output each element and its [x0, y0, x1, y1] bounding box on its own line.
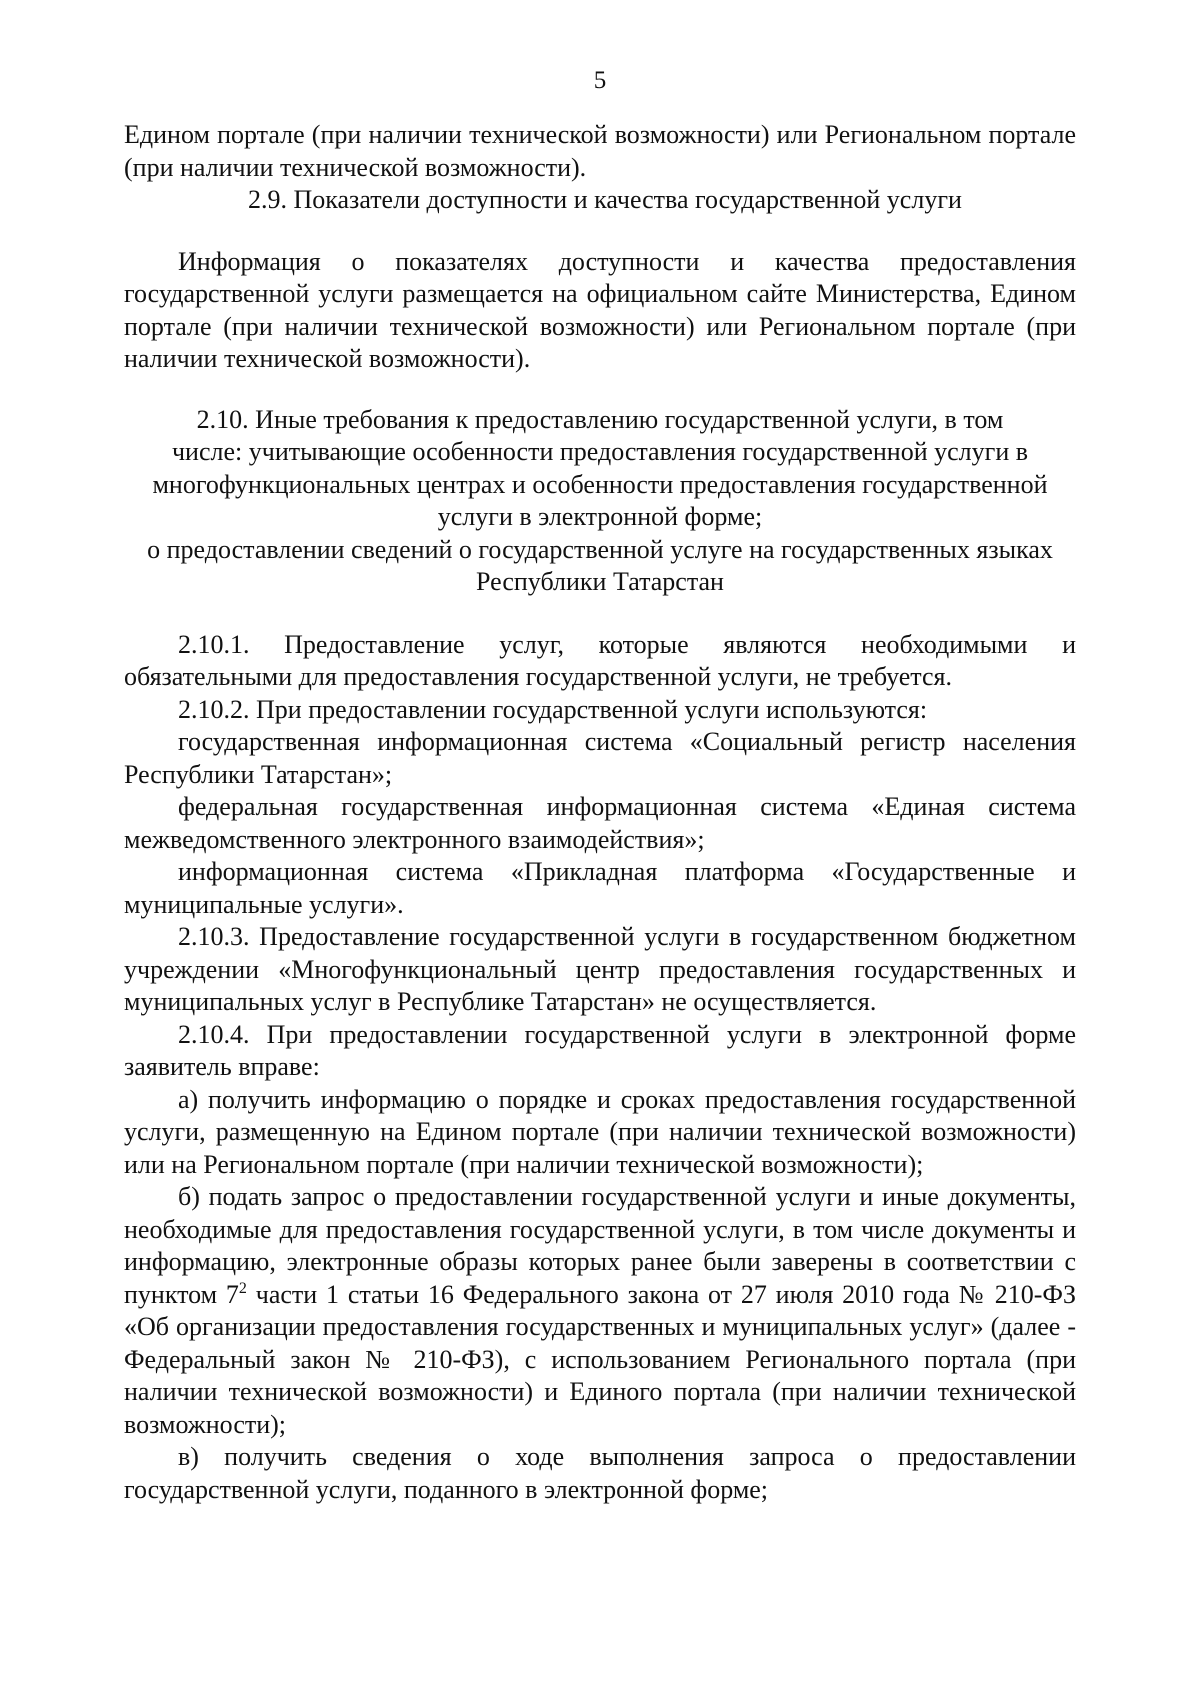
heading-line: услуги в электронной форме;: [437, 502, 763, 531]
paragraph-2-10-2: 2.10.2. При предоставлении государственной услуги используются:: [178, 694, 928, 724]
paragraph-item-v: в) получить сведения о ходе выполнения запроса о предоставлении государственной услуги, поданного в электронной форме;: [124, 1442, 1076, 1504]
heading-line: 2.10. Иные требования к предоставлению государственной услуги, в том: [196, 404, 1004, 434]
section-heading-2-9: 2.9. Показатели доступности и качества государственной услуги: [248, 185, 962, 214]
heading-line: многофункциональных центрах и особенности предоставления государственной: [152, 469, 1048, 499]
paragraph-2-10-1: 2.10.1. Предоставление услуг, которые являются необходимыми и обязательными для предоставления государственной услуги, не требуется.: [124, 629, 1076, 691]
item-b-text-start: б) подать запрос о предоставлении государственной услуги и иные документы, необходимые для предоставления государственной услуги, в том числе документы и информацию, электронные образы которых ранее были заверены в соответствии с пунктом 7: [124, 1182, 1076, 1309]
paragraph-system-smev: федеральная государственная информационная система «Единая система межведомственного электронного взаимодействия»;: [124, 792, 1076, 854]
heading-line: числе: учитывающие особенности предоставления государственной услуги в: [171, 437, 1029, 466]
heading-line: о предоставлении сведений о государственной услуге на государственных языках: [147, 534, 1053, 564]
item-b-text-end: части 1 статьи 16 Федерального закона от 27 июля 2010 года № 210-ФЗ «Об организации предоставления государственных и муниципальных услуг» (далее - Федеральный закон № 210-ФЗ), с использованием Регионального портала (при наличии технической возможности) и Единого портала (при наличии технической возможности);: [124, 1279, 1076, 1439]
document-body: [124, 119, 1076, 1506]
section-heading-2-10: [124, 404, 1076, 599]
paragraph-system-platform: информационная система «Прикладная платформа «Государственные и муниципальные услуги».: [124, 857, 1076, 919]
item-b-superscript: 2: [238, 1279, 247, 1297]
paragraph-item-a: а) получить информацию о порядке и сроках предоставления государственной услуги, размещенную на Едином портале (при наличии технической возможности) или на Региональном портале (при наличии технической возможности);: [124, 1084, 1076, 1179]
paragraph-availability-info: Информация о показателях доступности и качества предоставления государственной услуги размещается на официальном сайте Министерства, Едином портале (при наличии технической возможности) или Региональном портале (при наличии технической возможности).: [124, 246, 1076, 373]
paragraph-2-10-4: 2.10.4. При предоставлении государственной услуги в электронной форме заявитель вправе:: [124, 1019, 1076, 1081]
paragraph-system-social-register: государственная информационная система «Социальный регистр населения Республики Татарстан»;: [124, 727, 1076, 789]
heading-line: Республики Татарстан: [476, 567, 724, 596]
paragraph-item-b: [124, 1181, 1076, 1441]
paragraph-continuation: Едином портале (при наличии технической возможности) или Региональном портале (при наличии технической возможности).: [124, 120, 1076, 182]
page-number: 5: [593, 67, 607, 94]
paragraph-2-10-3: 2.10.3. Предоставление государственной услуги в государственном бюджетном учреждении «Многофункциональный центр предоставления государственных и муниципальных услуг в Республике Татарстан» не осуществляется.: [124, 922, 1076, 1016]
